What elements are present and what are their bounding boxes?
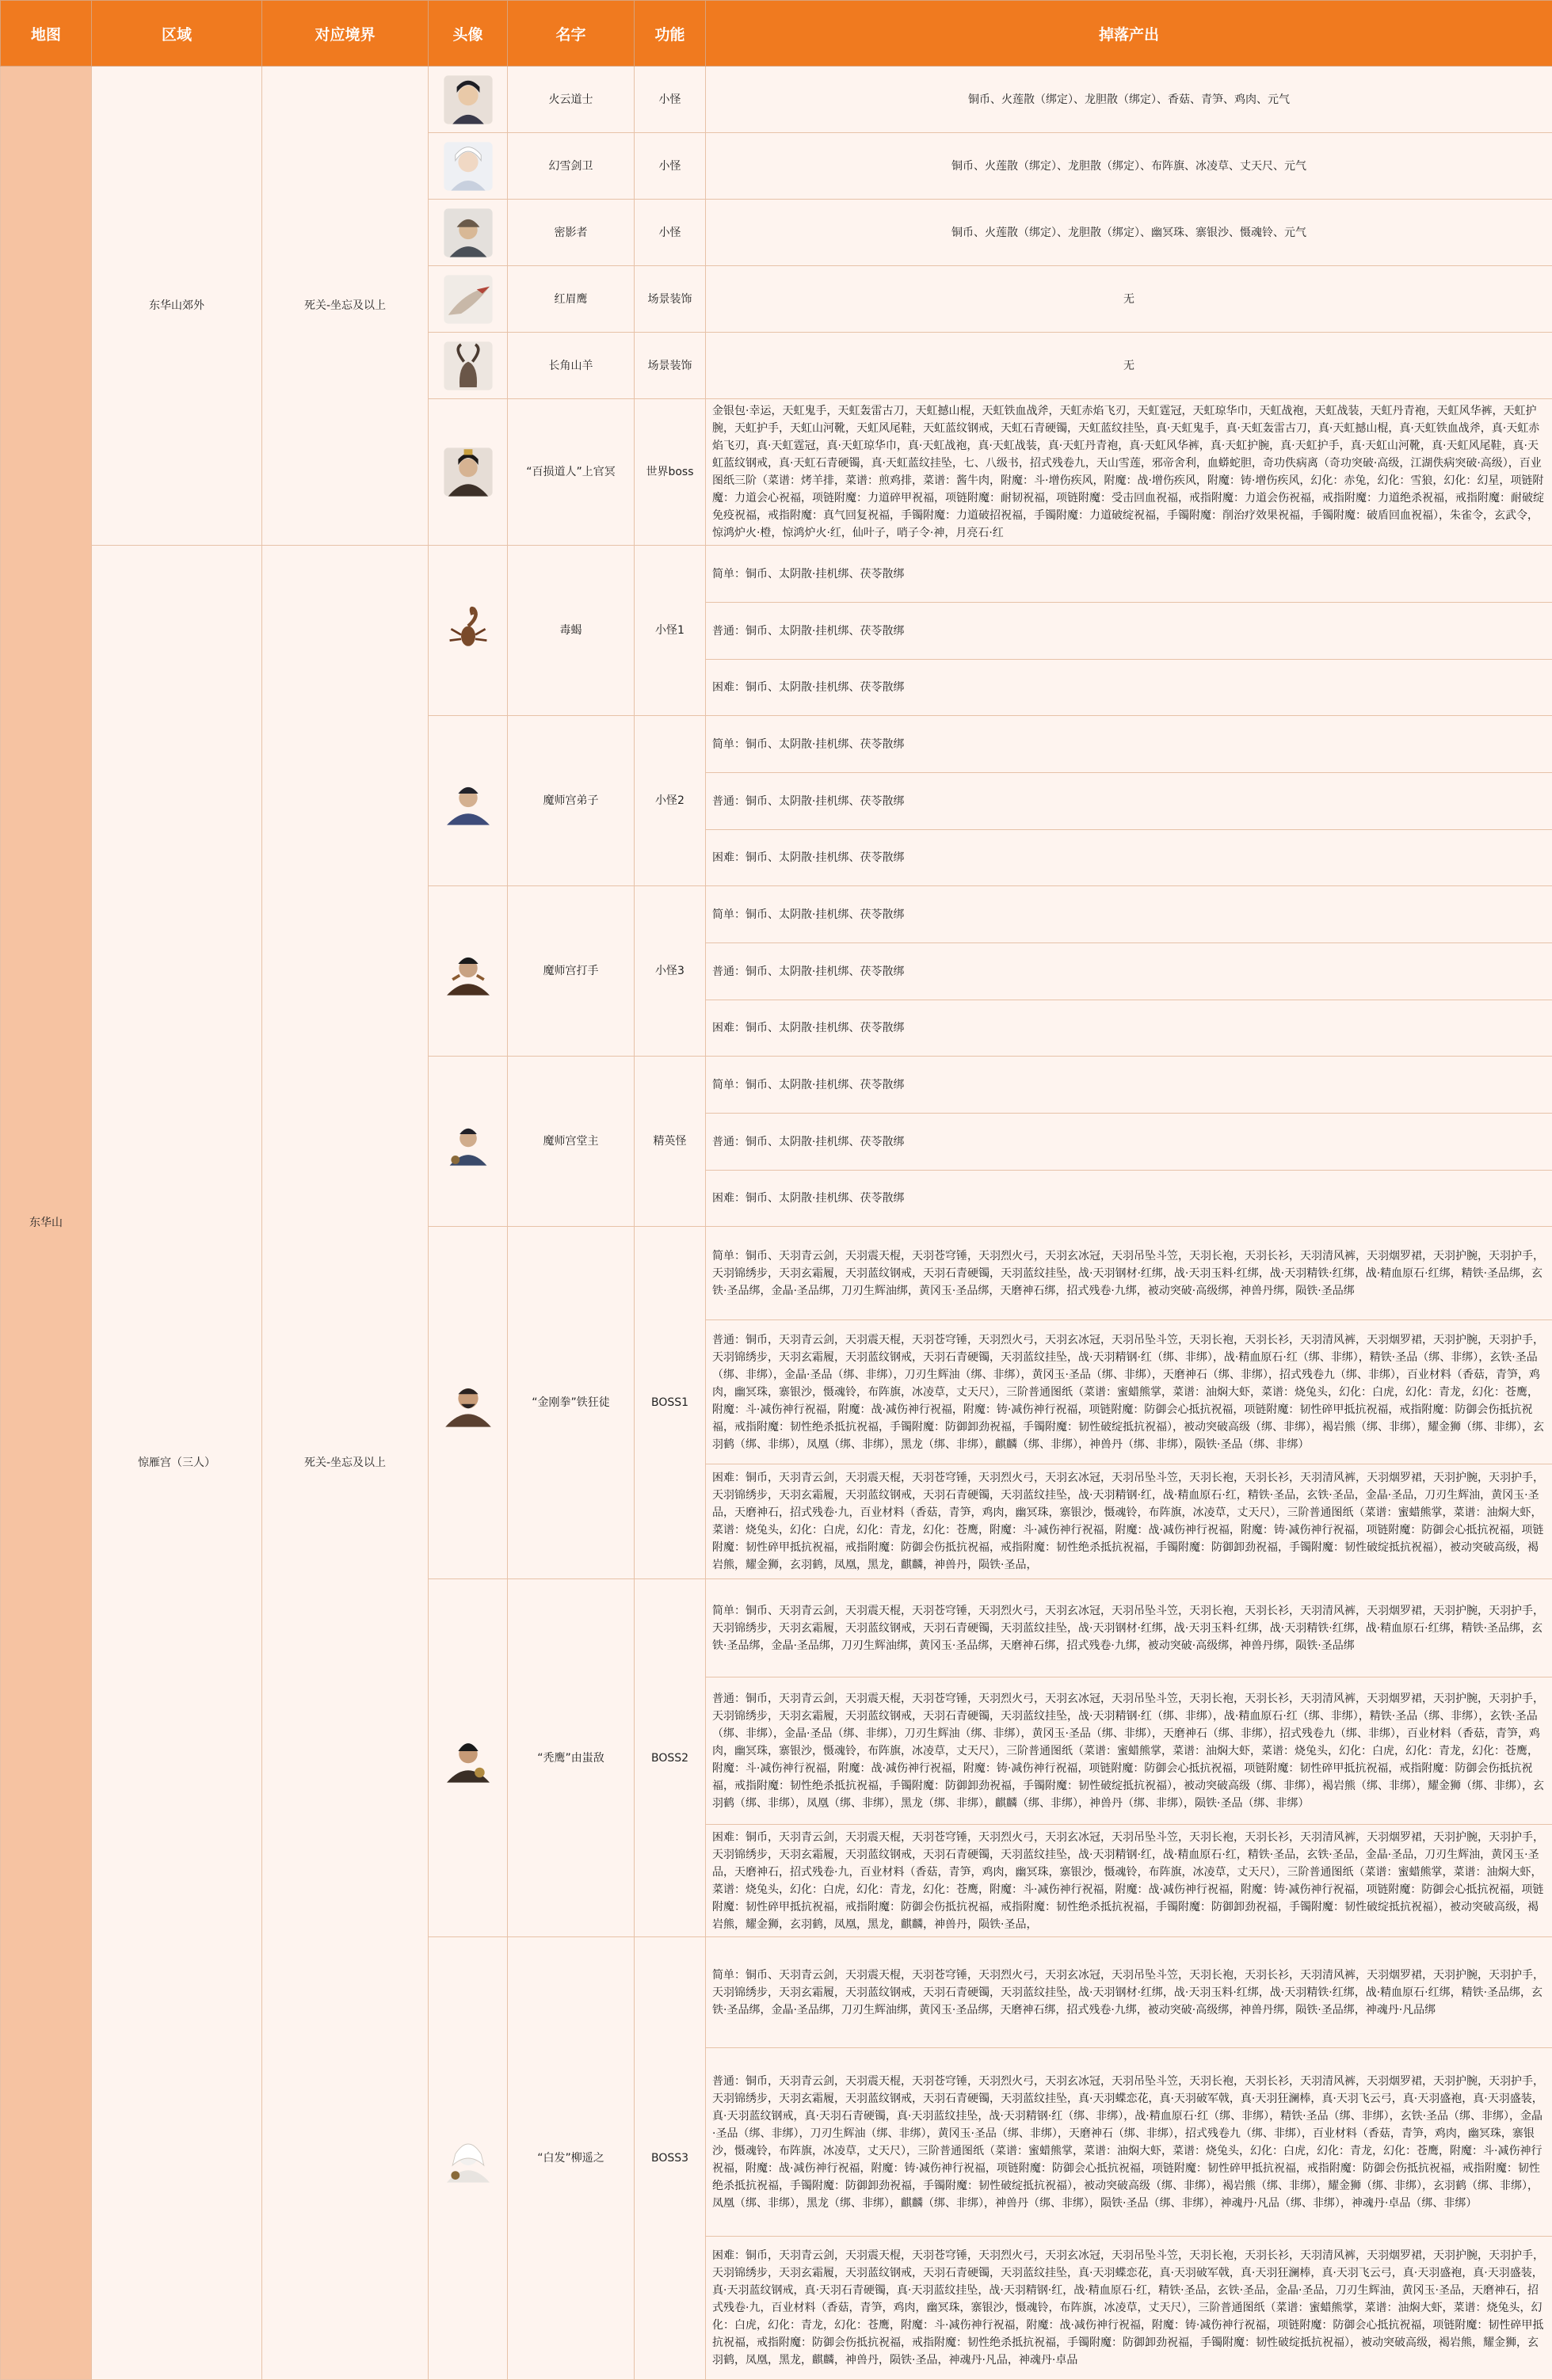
monster-role: 小怪3 [635, 886, 706, 1057]
monster-role: 小怪 [635, 67, 706, 133]
avatar-cell [429, 399, 508, 546]
drop-normal: 普通：铜币，天羽青云剑，天羽震天棍，天羽苍穹锤，天羽烈火弓，天羽玄冰冠，天羽吊坠斗笠，天羽长袍，天羽长衫，天羽清风裤，天羽烟罗裙，天羽护腕，天羽护手，天羽锦绣步，天羽玄霜履，天羽蓝纹钢戒，天羽石青硬镯，天羽蓝纹挂坠，战·天羽精钢·红（绑、非绑），战·精血原石·红（绑、非绑），精铁·圣品（绑、非绑），玄铁·圣品（绑、非绑），金晶·圣品（绑、非绑），刀刃生辉油（绑、非绑），黄冈玉·圣品（绑、非绑），天磨神石（绑、非绑），招式残卷九（绑、非绑），百业材料（香菇，青笋，鸡肉，幽冥珠，寨银沙，慑魂铃，布阵旗，冰凌草，丈天尺），三阶普通图纸（菜谱：蜜蜡熊掌，菜谱：油焖大虾，菜谱：烧兔头，幻化：白虎，幻化：青龙，幻化：苍鹰，附魔：斗·减伤神行祝福，附魔：战·减伤神行祝福，附魔：铸·减伤神行祝福，项链附魔：防御会心抵抗祝福，项链附魔：韧性碎甲抵抗祝福，戒指附魔：防御会伤抵抗祝福，戒指附魔：韧性绝杀抵抗祝福，手镯附魔：防御卸劲祝福，手镯附魔：韧性破绽抵抗祝福），被动突破高级（绑、非绑），褐岩熊（绑、非绑），耀金狮（绑、非绑），玄羽鹤（绑、非绑），凤凰（绑、非绑），黑龙（绑、非绑），麒麟（绑、非绑），神兽丹（绑、非绑），陨铁·圣品（绑、非绑） [706, 1677, 1552, 1825]
drop-easy: 简单：铜币、天羽青云剑，天羽震天棍，天羽苍穹锤，天羽烈火弓，天羽玄冰冠，天羽吊坠斗笠，天羽长袍，天羽长衫，天羽清风裤，天羽烟罗裙，天羽护腕，天羽护手，天羽锦绣步，天羽玄霜履，天羽蓝纹钢戒，天羽石青硬镯，天羽蓝纹挂坠，战·天羽钢材·红绑，战·天羽玉料·红绑，战·天羽精铁·红绑，战·精血原石·红绑，精铁·圣品绑，玄铁·圣品绑，金晶·圣品绑，刀刃生辉油绑，黄冈玉·圣品绑，天磨神石绑，招式残卷·九绑，被动突破·高级绑，神兽丹绑，陨铁·圣品绑 [706, 1579, 1552, 1677]
avatar-huanxue-icon [440, 138, 497, 195]
drop-easy: 简单：铜币、太阴散·挂机绑、茯苓散绑 [706, 546, 1552, 603]
avatar-cell [429, 266, 508, 333]
avatar-thug-icon [440, 942, 497, 1000]
drop-list: 铜币、火莲散（绑定）、龙胆散（绑定）、布阵旗、冰凌草、丈天尺、元气 [706, 133, 1552, 200]
monster-role: 精英怪 [635, 1057, 706, 1227]
header-avatar: 头像 [429, 1, 508, 67]
avatar-cell [429, 200, 508, 266]
drop-hard: 困难：铜币，天羽青云剑，天羽震天棍，天羽苍穹锤，天羽烈火弓，天羽玄冰冠，天羽吊坠斗笠，天羽长袍，天羽长衫，天羽清风裤，天羽烟罗裙，天羽护腕，天羽护手，天羽锦绣步，天羽玄霜履，天羽蓝纹钢戒，天羽石青硬镯，天羽蓝纹挂坠，真·天羽蝶恋花，真·天羽破军戟，真·天羽狂澜棒，真·天羽飞云弓，真·天羽盛袍，真·天羽盛装，真·天羽蓝纹钢戒，真·天羽石青硬镯，真·天羽蓝纹挂坠，战·天羽精钢·红，战·精血原石·红，精铁·圣品，玄铁·圣品，金晶·圣品，刀刃生辉油，黄冈玉·圣品，天磨神石，招式残卷·九，百业材料（香菇，青笋，鸡肉，幽冥珠，寨银沙，慑魂铃，布阵旗，冰凌草，丈天尺），三阶普通图纸（菜谱：蜜蜡熊掌，菜谱：油焖大虾，菜谱：烧兔头，幻化：白虎，幻化：青龙，幻化：苍鹰，附魔：斗·减伤神行祝福，附魔：战·减伤神行祝福，附魔：铸·减伤神行祝福，项链附魔：防御会心抵抗祝福，项链附魔：韧性碎甲抵抗祝福，戒指附魔：防御会伤抵抗祝福，戒指附魔：韧性绝杀抵抗祝福，手镯附魔：防御卸劲祝福，手镯附魔：韧性破绽抵抗祝福），被动突破高级，褐岩熊，耀金狮，玄羽鹤，凤凰，黑龙，麒麟，神兽丹，陨铁·圣品，神魂丹·凡品，神魂丹·卓品 [706, 2237, 1552, 2380]
avatar-hallmaster-icon [440, 1113, 497, 1170]
avatar-worldboss-icon [440, 444, 497, 501]
monster-role: 世界boss [635, 399, 706, 546]
header-map: 地图 [1, 1, 92, 67]
monster-name: 红眉鹰 [508, 266, 635, 333]
monster-role: 小怪2 [635, 716, 706, 886]
avatar-cell [429, 716, 508, 886]
drop-easy: 简单：铜币、太阴散·挂机绑、茯苓散绑 [706, 1057, 1552, 1114]
monster-name: 密影者 [508, 200, 635, 266]
drop-easy: 简单：铜币、太阴散·挂机绑、茯苓散绑 [706, 886, 1552, 943]
monster-name: “白发”柳遥之 [508, 1937, 635, 2380]
monster-role: 小怪1 [635, 546, 706, 716]
monster-name: 毒蝎 [508, 546, 635, 716]
avatar-huoyun-icon [440, 71, 497, 128]
monster-role: BOSS2 [635, 1579, 706, 1937]
avatar-cell [429, 1057, 508, 1227]
avatar-cell [429, 886, 508, 1057]
drop-normal: 普通：铜币，天羽青云剑，天羽震天棍，天羽苍穹锤，天羽烈火弓，天羽玄冰冠，天羽吊坠斗笠，天羽长袍，天羽长衫，天羽清风裤，天羽烟罗裙，天羽护腕，天羽护手，天羽锦绣步，天羽玄霜履，天羽蓝纹钢戒，天羽石青硬镯，天羽蓝纹挂坠，战·天羽精钢·红（绑、非绑），战·精血原石·红（绑、非绑），精铁·圣品（绑、非绑），玄铁·圣品（绑、非绑），金晶·圣品（绑、非绑），刀刃生辉油（绑、非绑），黄冈玉·圣品（绑、非绑），天磨神石（绑、非绑），招式残卷九（绑、非绑），百业材料（香菇，青笋，鸡肉，幽冥珠，寨银沙，慑魂铃，布阵旗，冰凌草，丈天尺），三阶普通图纸（菜谱：蜜蜡熊掌，菜谱：油焖大虾，菜谱：烧兔头，幻化：白虎，幻化：青龙，幻化：苍鹰，附魔：斗·减伤神行祝福，附魔：战·减伤神行祝福，附魔：铸·减伤神行祝福，项链附魔：防御会心抵抗祝福，项链附魔：韧性碎甲抵抗祝福，戒指附魔：防御会伤抵抗祝福，戒指附魔：韧性绝杀抵抗祝福，手镯附魔：防御卸劲祝福，手镯附魔：韧性破绽抵抗祝福），被动突破高级（绑、非绑），褐岩熊（绑、非绑），耀金狮（绑、非绑），玄羽鹤（绑、非绑），凤凰（绑、非绑），黑龙（绑、非绑），麒麟（绑、非绑），神兽丹（绑、非绑），陨铁·圣品（绑、非绑） [706, 1320, 1552, 1464]
avatar-cell [429, 1579, 508, 1937]
drop-list: 铜币、火莲散（绑定）、龙胆散（绑定）、幽冥珠、寨银沙、慑魂铃、元气 [706, 200, 1552, 266]
header-realm: 对应境界 [262, 1, 429, 67]
drop-list: 金银包·幸运，天虹鬼手，天虹轰雷古刀，天虹撼山棍，天虹铁血战斧，天虹赤焰飞刃，天虹霆冠，天虹琼华巾，天虹战袍，天虹战装，天虹丹青袍，天虹风华裤，天虹护腕，天虹护手，天虹山河靴，天虹风尾鞋，天虹蓝纹钢戒，天虹石青硬镯，天虹蓝纹挂坠，真·天虹鬼手，真·天虹轰雷古刀，真·天虹撼山棍，真·天虹铁血战斧，真·天虹赤焰飞刃，真·天虹霆冠，真·天虹琼华巾，真·天虹战袍，真·天虹战装，真·天虹丹青袍，真·天虹风华裤，真·天虹护腕，真·天虹护手，真·天虹山河靴，真·天虹风尾鞋，真·天虹蓝纹钢戒，真·天虹石青硬镯，真·天虹蓝纹挂坠，七、八级书，招式残卷九，天山雪莲，邪帝舍利，血蟒蛇胆，奇功佚病离（奇功突破·高级，江湖佚病突破·高级），百业图纸三阶（菜谱：烤羊排，菜谱：煎鸡排，菜谱：酱牛肉，附魔：斗·增伤疾风，附魔：战·增伤疾风，附魔：铸·增伤疾风，幻化：赤兔，幻化：雪狼，幻化：幻星，项链附魔：力道会心祝福，项链附魔：力道碎甲祝福，项链附魔：耐韧祝福，项链附魔：受击回血祝福，戒指附魔：力道会伤祝福，戒指附魔：力道绝杀祝福，戒指附魔：耐破绽免疫祝福，戒指附魔：真气回复祝福，手镯附魔：力道破招祝福，手镯附魔：力道破绽祝福，手镯附魔：削治疗效果祝福，手镯附魔：破盾回血祝福），朱雀令，玄武令，惊鸿炉火·橙，惊鸿炉火·红，仙叶子，哨子令·神，月亮石·红 [706, 399, 1552, 546]
monster-name: 魔师宫弟子 [508, 716, 635, 886]
drop-normal: 普通：铜币、太阴散·挂机绑、茯苓散绑 [706, 773, 1552, 830]
avatar-cell [429, 333, 508, 399]
monster-role: 小怪 [635, 133, 706, 200]
drop-hard: 困难：铜币、太阴散·挂机绑、茯苓散绑 [706, 660, 1552, 716]
monster-name: “金刚拳”铁狂徒 [508, 1227, 635, 1579]
avatar-goat-icon [440, 337, 497, 394]
drop-hard: 困难：铜币，天羽青云剑，天羽震天棍，天羽苍穹锤，天羽烈火弓，天羽玄冰冠，天羽吊坠斗笠，天羽长袍，天羽长衫，天羽清风裤，天羽烟罗裙，天羽护腕，天羽护手，天羽锦绣步，天羽玄霜履，天羽蓝纹钢戒，天羽石青硬镯，天羽蓝纹挂坠，战·天羽精钢·红，战·精血原石·红，精铁·圣品，玄铁·圣品，金晶·圣品，刀刃生辉油，黄冈玉·圣品，天磨神石，招式残卷·九，百业材料（香菇，青笋，鸡肉，幽冥珠，寨银沙，慑魂铃，布阵旗，冰凌草，丈天尺），三阶普通图纸（菜谱：蜜蜡熊掌，菜谱：油焖大虾，菜谱：烧兔头，幻化：白虎，幻化：青龙，幻化：苍鹰，附魔：斗·减伤神行祝福，附魔：战·减伤神行祝福，附魔：铸·减伤神行祝福，项链附魔：防御会心抵抗祝福，项链附魔：韧性碎甲抵抗祝福，戒指附魔：防御会伤抵抗祝福，戒指附魔：韧性绝杀抵抗祝福，手镯附魔：防御卸劲祝福，手镯附魔：韧性破绽抵抗祝福），被动突破高级，褐岩熊，耀金狮，玄羽鹤，凤凰，黑龙，麒麟，神兽丹，陨铁·圣品， [706, 1825, 1552, 1937]
avatar-boss2-icon [440, 1730, 497, 1787]
monster-name: 魔师宫打手 [508, 886, 635, 1057]
drop-normal: 普通：铜币、太阴散·挂机绑、茯苓散绑 [706, 943, 1552, 1000]
avatar-miying-icon [440, 204, 497, 261]
drop-list: 无 [706, 266, 1552, 333]
drop-list: 无 [706, 333, 1552, 399]
avatar-boss1-icon [440, 1374, 497, 1431]
monster-name: “百损道人”上官冥 [508, 399, 635, 546]
header-row [1, 1, 1552, 67]
monster-role: 场景装饰 [635, 266, 706, 333]
drop-normal: 普通：铜币，天羽青云剑，天羽震天棍，天羽苍穹锤，天羽烈火弓，天羽玄冰冠，天羽吊坠斗笠，天羽长袍，天羽长衫，天羽清风裤，天羽烟罗裙，天羽护腕，天羽护手，天羽锦绣步，天羽玄霜履，天羽蓝纹钢戒，天羽石青硬镯，天羽蓝纹挂坠，真·天羽蝶恋花，真·天羽破军戟，真·天羽狂澜棒，真·天羽飞云弓，真·天羽盛袍，真·天羽盛装，真·天羽蓝纹钢戒，真·天羽石青硬镯，真·天羽蓝纹挂坠，战·天羽精钢·红（绑、非绑），战·精血原石·红（绑、非绑），精铁·圣品（绑、非绑），玄铁·圣品（绑、非绑），金晶·圣品（绑、非绑），刀刃生辉油（绑、非绑），黄冈玉·圣品（绑、非绑），天磨神石（绑、非绑），招式残卷九（绑、非绑），百业材料（香菇，青笋，鸡肉，幽冥珠，寨银沙，慑魂铃，布阵旗，冰凌草，丈天尺），三阶普通图纸（菜谱：蜜蜡熊掌，菜谱：油焖大虾，菜谱：烧兔头，幻化：白虎，幻化：青龙，幻化：苍鹰，附魔：斗·减伤神行祝福，附魔：战·减伤神行祝福，附魔：铸·减伤神行祝福，项链附魔：防御会心抵抗祝福，项链附魔：韧性碎甲抵抗祝福，戒指附魔：防御会伤抵抗祝福，戒指附魔：韧性绝杀抵抗祝福，手镯附魔：防御卸劲祝福，手镯附魔：韧性破绽抵抗祝福），被动突破高级（绑、非绑），褐岩熊（绑、非绑），耀金狮（绑、非绑），玄羽鹤（绑、非绑），凤凰（绑、非绑），黑龙（绑、非绑），麒麟（绑、非绑），神兽丹（绑、非绑），陨铁·圣品（绑、非绑），神魂丹·凡品（绑、非绑），神魂丹·卓品（绑、非绑） [706, 2048, 1552, 2237]
monster-name: 幻雪剑卫 [508, 133, 635, 200]
avatar-cell [429, 1227, 508, 1579]
avatar-cell [429, 1937, 508, 2380]
drop-hard: 困难：铜币，天羽青云剑，天羽震天棍，天羽苍穹锤，天羽烈火弓，天羽玄冰冠，天羽吊坠斗笠，天羽长袍，天羽长衫，天羽清风裤，天羽烟罗裙，天羽护腕，天羽护手，天羽锦绣步，天羽玄霜履，天羽蓝纹钢戒，天羽石青硬镯，天羽蓝纹挂坠，战·天羽精钢·红，战·精血原石·红，精铁·圣品，玄铁·圣品，金晶·圣品，刀刃生辉油，黄冈玉·圣品，天磨神石，招式残卷·九，百业材料（香菇，青笋，鸡肉，幽冥珠，寨银沙，慑魂铃，布阵旗，冰凌草，丈天尺），三阶普通图纸（菜谱：蜜蜡熊掌，菜谱：油焖大虾，菜谱：烧兔头，幻化：白虎，幻化：青龙，幻化：苍鹰，附魔：斗·减伤神行祝福，附魔：战·减伤神行祝福，附魔：铸·减伤神行祝福，项链附魔：防御会心抵抗祝福，项链附魔：韧性碎甲抵抗祝福，戒指附魔：防御会伤抵抗祝福，戒指附魔：韧性绝杀抵抗祝福，手镯附魔：防御卸劲祝福，手镯附魔：韧性破绽抵抗祝福），被动突破高级，褐岩熊，耀金狮，玄羽鹤，凤凰，黑龙，麒麟，神兽丹，陨铁·圣品， [706, 1464, 1552, 1579]
drop-list: 铜币、火莲散（绑定）、龙胆散（绑定）、香菇、青笋、鸡肉、元气 [706, 67, 1552, 133]
avatar-cell [429, 67, 508, 133]
monster-name: “秃鹰”由蚩敌 [508, 1579, 635, 1937]
monster-role: BOSS1 [635, 1227, 706, 1579]
header-region: 区域 [92, 1, 262, 67]
table-row [1, 67, 1552, 133]
region-name: 惊雁宫（三人） [92, 546, 262, 2380]
monster-name: 火云道士 [508, 67, 635, 133]
drop-hard: 困难：铜币、太阴散·挂机绑、茯苓散绑 [706, 830, 1552, 886]
realm: 死关-坐忘及以上 [262, 67, 429, 546]
avatar-boss3-icon [440, 2130, 497, 2187]
monster-role: BOSS3 [635, 1937, 706, 2380]
map-cell: 东华山 [1, 67, 92, 2380]
table-row [1, 546, 1552, 603]
realm: 死关-坐忘及以上 [262, 546, 429, 2380]
avatar-cell [429, 546, 508, 716]
region-name: 东华山郊外 [92, 67, 262, 546]
avatar-scorpion-icon [440, 602, 497, 659]
header-drops: 掉落产出 [706, 1, 1552, 67]
avatar-eagle-icon [440, 271, 497, 328]
drop-easy: 简单：铜币、天羽青云剑，天羽震天棍，天羽苍穹锤，天羽烈火弓，天羽玄冰冠，天羽吊坠斗笠，天羽长袍，天羽长衫，天羽清风裤，天羽烟罗裙，天羽护腕，天羽护手，天羽锦绣步，天羽玄霜履，天羽蓝纹钢戒，天羽石青硬镯，天羽蓝纹挂坠，战·天羽钢材·红绑，战·天羽玉料·红绑，战·天羽精铁·红绑，战·精血原石·红绑，精铁·圣品绑，玄铁·圣品绑，金晶·圣品绑，刀刃生辉油绑，黄冈玉·圣品绑，天磨神石绑，招式残卷·九绑，被动突破·高级绑，神兽丹绑，陨铁·圣品绑，神魂丹·凡品绑 [706, 1937, 1552, 2048]
avatar-disciple-icon [440, 772, 497, 829]
monster-role: 小怪 [635, 200, 706, 266]
drop-hard: 困难：铜币、太阴散·挂机绑、茯苓散绑 [706, 1000, 1552, 1057]
monster-name: 长角山羊 [508, 333, 635, 399]
header-role: 功能 [635, 1, 706, 67]
drop-easy: 简单：铜币、天羽青云剑，天羽震天棍，天羽苍穹锤，天羽烈火弓，天羽玄冰冠，天羽吊坠斗笠，天羽长袍，天羽长衫，天羽清风裤，天羽烟罗裙，天羽护腕，天羽护手，天羽锦绣步，天羽玄霜履，天羽蓝纹钢戒，天羽石青硬镯，天羽蓝纹挂坠，战·天羽钢材·红绑，战·天羽玉料·红绑，战·天羽精铁·红绑，战·精血原石·红绑，精铁·圣品绑，玄铁·圣品绑，金晶·圣品绑，刀刃生辉油绑，黄冈玉·圣品绑，天磨神石绑，招式残卷·九绑，被动突破·高级绑，神兽丹绑，陨铁·圣品绑 [706, 1227, 1552, 1320]
drop-hard: 困难：铜币、太阴散·挂机绑、茯苓散绑 [706, 1171, 1552, 1227]
drop-normal: 普通：铜币、太阴散·挂机绑、茯苓散绑 [706, 1114, 1552, 1171]
avatar-cell [429, 133, 508, 200]
header-name: 名字 [508, 1, 635, 67]
drop-normal: 普通：铜币、太阴散·挂机绑、茯苓散绑 [706, 603, 1552, 660]
drop-easy: 简单：铜币、太阴散·挂机绑、茯苓散绑 [706, 716, 1552, 773]
monster-role: 场景装饰 [635, 333, 706, 399]
monster-name: 魔师宫堂主 [508, 1057, 635, 1227]
